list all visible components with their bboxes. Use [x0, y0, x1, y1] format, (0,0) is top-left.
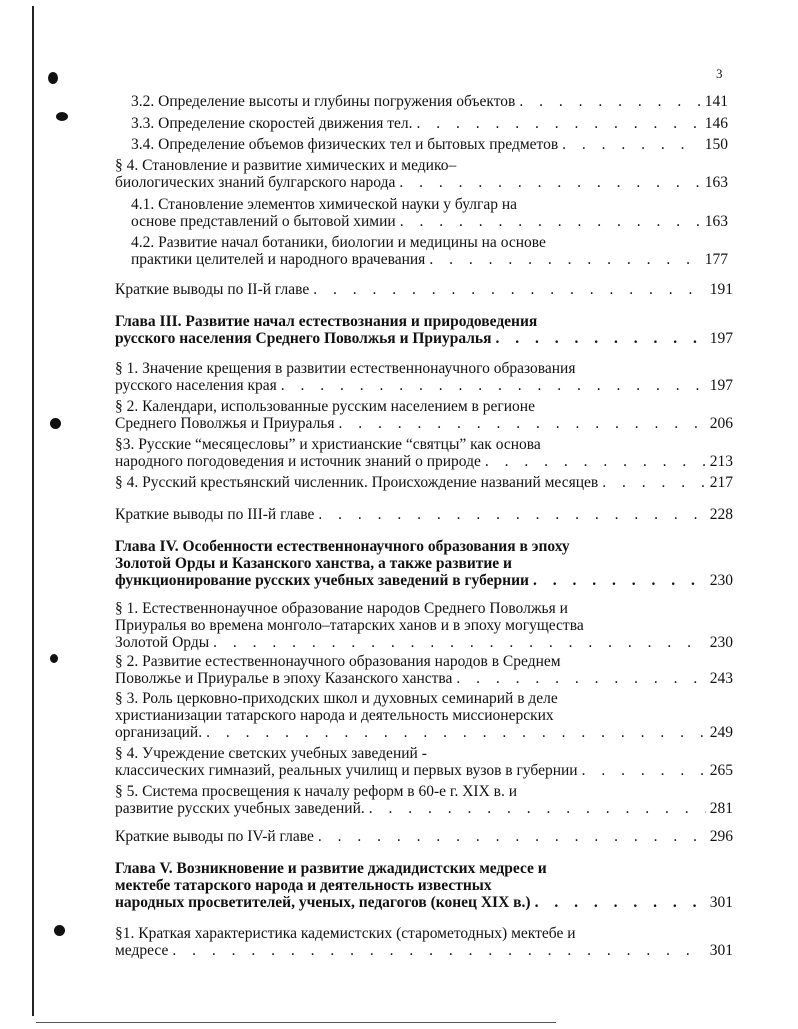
- toc-entry-line: 4.2. Развитие начал ботаники, биологии и медицины на основе: [131, 234, 546, 251]
- toc-entry-line: Золотой Орды: [115, 634, 210, 651]
- toc-entry: [115, 398, 733, 432]
- toc-entry-line: Среднего Поволжья и Приуралья: [115, 415, 335, 432]
- toc-leader-dots: [400, 213, 701, 230]
- toc-entry-line: Краткие выводы по IV-й главе: [115, 828, 314, 845]
- toc-entry-line: §1. Краткая характеристика кадемистских (старометодных) мектебе и: [115, 925, 576, 942]
- toc-entry: [115, 653, 733, 687]
- toc-page-number: 163: [704, 213, 728, 230]
- toc-leader-dots: [399, 174, 700, 191]
- toc-page-number: 197: [709, 377, 733, 394]
- toc-entry-line: Глава III. Развитие начал естествознания и природоведения: [115, 313, 538, 330]
- toc-entry-line: классических гимназий, реальных училищ и первых вузов в губернии: [115, 762, 578, 779]
- toc-leader-dots: [281, 377, 706, 394]
- toc-leader-dots: [429, 251, 700, 268]
- toc-entry: [115, 506, 733, 523]
- toc-entry-line: народного погодоведения и источник знаний о природе: [115, 453, 481, 470]
- toc-entry-line: христианизации татарского народа и деятельность миссионерских: [115, 707, 554, 724]
- toc-entry-line: Глава IV. Особенности естественнонаучного образования в эпоху: [115, 538, 570, 555]
- toc-entry-line: медресе: [115, 942, 169, 959]
- toc-entry-line: функционирование русских учебных заведений в губернии: [115, 572, 529, 589]
- toc-entry: [131, 115, 728, 132]
- toc-leader-dots: [485, 453, 706, 470]
- toc-entry: [115, 474, 733, 491]
- toc-page-number: 243: [709, 670, 733, 687]
- toc-leader-dots: [519, 93, 700, 110]
- toc-entry-line: Краткие выводы по III-й главе: [115, 506, 315, 523]
- toc-page-number: 146: [704, 115, 728, 132]
- toc-entry: [115, 157, 728, 191]
- scan-speck: [48, 72, 58, 84]
- toc-leader-dots: [318, 828, 706, 845]
- toc-leader-dots: [318, 506, 705, 523]
- toc-page-number: 230: [709, 634, 733, 651]
- toc-entry-line: § 4. Учреждение светских учебных заведений -: [115, 745, 427, 762]
- toc-entry-line: народных просветителей, ученых, педагогов (конец XIX в.): [115, 894, 531, 911]
- toc-page-number: 177: [704, 251, 728, 268]
- toc-entry: [115, 436, 733, 470]
- scan-speck: [56, 112, 68, 121]
- toc-entry-line: биологических знаний булгарского народа: [115, 174, 396, 191]
- toc-entry: [115, 690, 733, 741]
- toc-entry-line: Золотой Орды и Казанского ханства, а также развитие и: [115, 555, 512, 572]
- toc-entry-line: Приуралья во времена монголо–татарских ханов и в эпоху могущества: [115, 617, 584, 634]
- toc-leader-dots: [339, 415, 706, 432]
- toc-leader-dots: [496, 330, 706, 347]
- toc-entry: [115, 860, 733, 911]
- toc-leader-dots: [533, 572, 706, 589]
- toc-entry-line: § 4. Становление и развитие химических и медико–: [115, 157, 457, 174]
- toc-entry-line: практики целителей и народного врачевания: [131, 251, 426, 268]
- toc-entry-line: 3.4. Определение объемов физических тел и бытовых предметов: [131, 136, 559, 153]
- toc-entry: [115, 360, 733, 394]
- scan-speck: [50, 654, 58, 663]
- toc-page-number: 217: [709, 474, 733, 491]
- toc-page-number: 213: [709, 453, 733, 470]
- scan-left-edge: [32, 6, 34, 1016]
- toc-page-number: 228: [709, 506, 733, 523]
- toc-page-number: 230: [709, 572, 733, 589]
- toc-leader-dots: [313, 281, 706, 298]
- toc-leader-dots: [213, 634, 706, 651]
- toc-page-number: 281: [709, 800, 733, 817]
- toc-page-number: 163: [704, 174, 728, 191]
- toc-entry: [131, 196, 728, 230]
- toc-leader-dots: [456, 670, 705, 687]
- toc-entry: [131, 234, 728, 268]
- toc-entry: [115, 745, 733, 779]
- toc-leader-dots: [562, 136, 701, 153]
- toc-entry-line: § 4. Русский крестьянский численник. Происхождение названий месяцев: [115, 474, 599, 491]
- toc-leader-dots: [206, 724, 706, 741]
- toc-entry-line: развитие русских учебных заведений.: [115, 800, 365, 817]
- toc-entry: [131, 93, 728, 110]
- toc-page-number: 206: [709, 415, 733, 432]
- toc-entry-line: Поволжье и Приуралье в эпоху Казанского ханства: [115, 670, 453, 687]
- toc-leader-dots: [172, 942, 705, 959]
- toc-page-number: 150: [704, 136, 728, 153]
- toc-leader-dots: [582, 762, 706, 779]
- toc-leader-dots: [369, 800, 706, 817]
- toc-entry-line: организаций.: [115, 724, 203, 741]
- toc-entry: [115, 828, 733, 845]
- toc-page-number: 197: [709, 330, 733, 347]
- page-number: 3: [716, 66, 723, 81]
- toc-entry-line: Краткие выводы по II-й главе: [115, 281, 310, 298]
- toc-page-number: 301: [709, 894, 733, 911]
- toc-entry: [131, 136, 728, 153]
- toc-entry-line: 3.3. Определение скоростей движения тел.: [131, 115, 413, 132]
- toc-entry: [115, 783, 733, 817]
- toc-entry-line: § 3. Роль церковно-приходских школ и духовных семинарий в деле: [115, 690, 558, 707]
- toc-entry: [115, 313, 733, 347]
- toc-entry-line: §3. Русские “месяцесловы” и христианские “святцы” как основа: [115, 436, 541, 453]
- toc-page-number: 296: [709, 828, 733, 845]
- toc-entry-line: § 2. Развитие естественнонаучного образования народов в Среднем: [115, 653, 561, 670]
- toc-entry-line: 4.1. Становление элементов химической науки у булгар на: [131, 196, 518, 213]
- toc-page-number: 249: [709, 724, 733, 741]
- toc-page-number: 141: [704, 93, 728, 110]
- scan-speck: [54, 925, 65, 936]
- toc-leader-dots: [535, 894, 706, 911]
- toc-page-number: 265: [709, 762, 733, 779]
- toc-entry: [115, 925, 733, 959]
- toc-entry-line: мектебе татарского народа и деятельность известных: [115, 877, 492, 894]
- toc-entry: [115, 538, 733, 589]
- toc-leader-dots: [602, 474, 706, 491]
- toc-page-number: 301: [709, 942, 733, 959]
- toc-entry-line: русского населения края: [115, 377, 277, 394]
- toc-entry: [115, 281, 733, 298]
- toc-entry-line: § 5. Система просвещения к началу реформ в 60-е г. XIX в. и: [115, 783, 518, 800]
- toc-entry-line: 3.2. Определение высоты и глубины погружения объектов: [131, 93, 516, 110]
- toc-entry: [115, 600, 733, 651]
- scan-speck: [50, 418, 61, 429]
- toc-entry-line: § 1. Естественнонаучное образование народов Среднего Поволжья и: [115, 600, 568, 617]
- toc-page-number: 191: [709, 281, 733, 298]
- toc-entry-line: основе представлений о бытовой химии: [131, 213, 396, 230]
- toc-entry-line: русского населения Среднего Поволжья и Приуралья: [115, 330, 492, 347]
- toc-leader-dots: [416, 115, 700, 132]
- toc-entry-line: Глава V. Возникновение и развитие джадидистских медресе и: [115, 860, 547, 877]
- toc-entry-line: § 1. Значение крещения в развитии естественнонаучного образования: [115, 360, 576, 377]
- toc-entry-line: § 2. Календари, использованные русским населением в регионе: [115, 398, 535, 415]
- scan-bottom-rule: [36, 1022, 556, 1023]
